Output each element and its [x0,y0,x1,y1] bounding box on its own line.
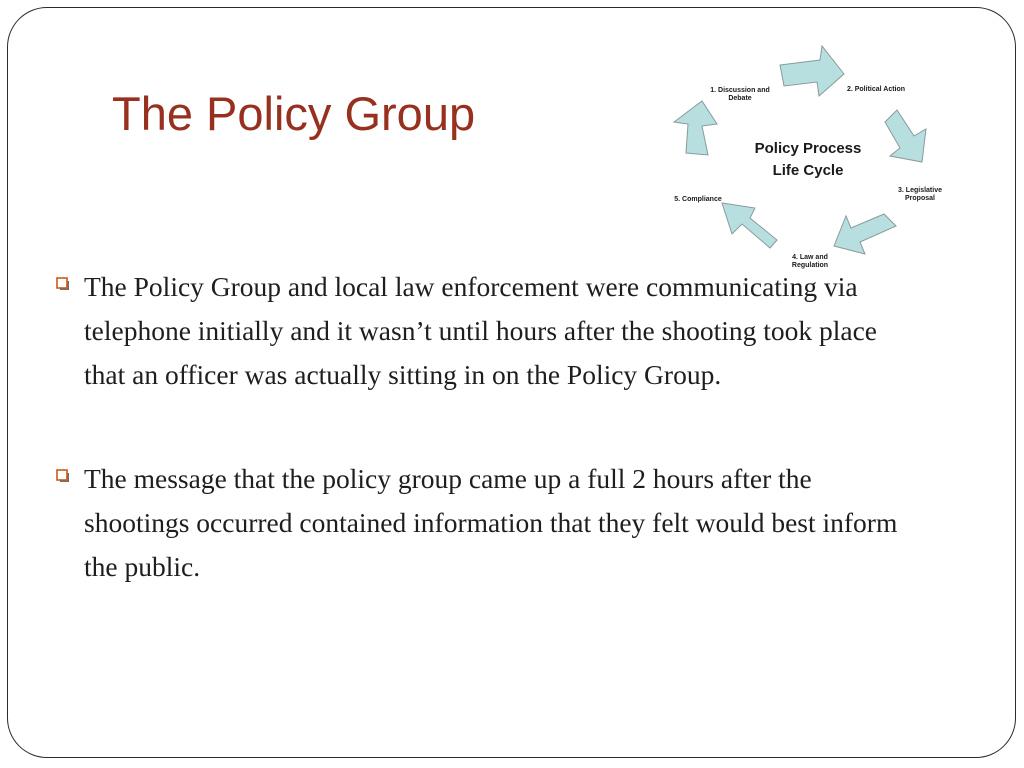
arrow-5-to-1 [674,101,717,155]
bullet-item [52,457,922,589]
diagram-title-line1: Policy Process [754,140,862,157]
step-4-label-line2: Regulation [791,262,829,269]
step-4-label-line1: 4. Law and [792,254,828,261]
bullet-item [52,265,922,397]
slide-title: The Policy Group [112,87,476,140]
step-3-label-line2: Proposal [905,195,935,202]
bullet-text: The Policy Group and local law enforcement were communicating via telephone initially and it wasn’t until hours after the shooting took place that an officer was actually sitting in on the Policy Group. [84,271,878,390]
arrow-1-to-2 [780,46,844,96]
step-5-label: 5. Compliance [674,196,722,203]
step-3-label-line1: 3. Legislative [898,187,942,194]
step-2-label: 2. Political Action [846,86,906,93]
bullet-list [52,265,922,589]
step-1-label-line2: Debate [728,95,752,102]
step-1-label-line1: 1. Discussion and [710,87,770,94]
checkbox-bullet-icon [56,469,70,483]
arrow-3-to-4 [834,214,896,254]
bullet-text: The message that the policy group came up a full 2 hours after the shootings occurred contained information that they felt would best inform the public. [84,463,898,582]
arrow-4-to-5 [722,203,777,248]
policy-cycle-diagram [662,38,962,270]
diagram-title-line2: Life Cycle [772,162,844,179]
arrow-2-to-3 [885,110,926,162]
checkbox-bullet-icon [56,277,70,291]
